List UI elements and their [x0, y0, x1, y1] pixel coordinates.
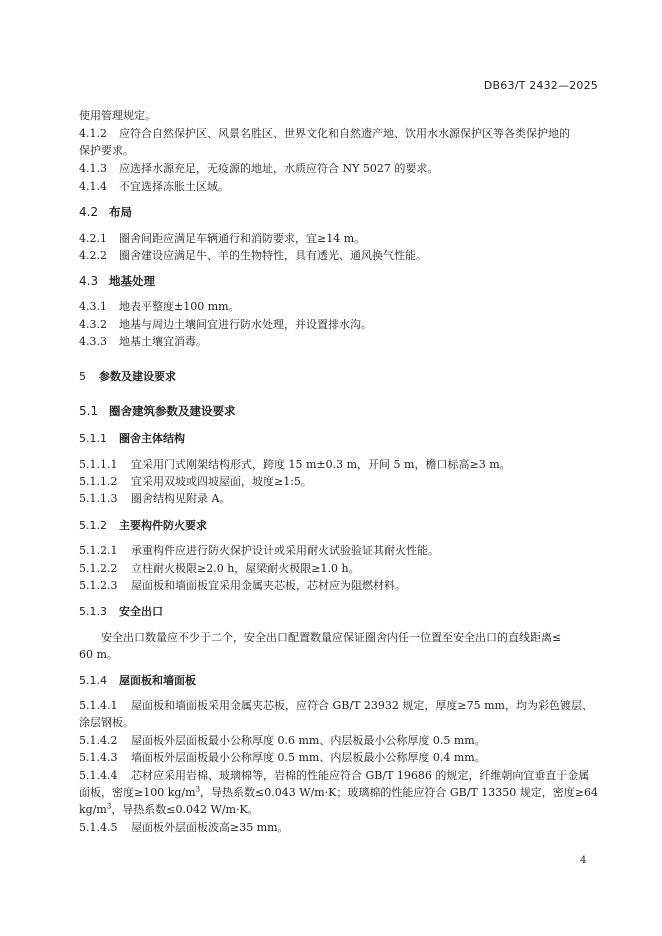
- clause-number: 5.1.4.2: [79, 734, 118, 747]
- superscript: 3: [106, 802, 112, 811]
- clause-4-1-4: [79, 179, 229, 194]
- clause-text: 屋面板和墙面板宜采用金属夹芯板，芯材应为阻燃材料。: [131, 579, 406, 592]
- clause-4-3-3: [79, 334, 207, 349]
- clause-4-2-2: [79, 248, 427, 263]
- paragraph-line: 60 m。: [79, 648, 118, 661]
- clause-number: 4.2.2: [79, 249, 107, 262]
- document-code-header: DB63/T 2432—2025: [483, 79, 598, 92]
- clause-number: 5.1.4.4: [79, 769, 118, 782]
- section-heading-4-3: [79, 274, 155, 289]
- clause-text: 立柱耐火极限≥2.0 h，屋梁耐火极限≥1.0 h。: [131, 562, 360, 575]
- clause-text: 屋面板和墙面板采用金属夹芯板，应符合 GB/T 23932 规定，厚度≥75 mm，均为彩色镀层、: [131, 699, 593, 712]
- text-fragment: 面板，密度≥100 kg/m: [79, 786, 196, 799]
- subsection-number: 5.1.3: [79, 605, 107, 618]
- clause-number: 5.1.4.5: [79, 821, 118, 834]
- clause-5-1-4-1: [79, 698, 593, 713]
- subsection-number: 5.1.4: [79, 674, 107, 687]
- clause-number: 4.3.1: [79, 300, 107, 313]
- clause-4-2-1: [79, 231, 365, 246]
- clause-5-1-4-2: [79, 733, 486, 748]
- section-number: 5.1: [79, 404, 99, 418]
- clause-4-3-2: [79, 317, 372, 332]
- page-number: 4: [580, 855, 587, 866]
- section-title: 布局: [109, 205, 132, 219]
- clause-number: 4.3.3: [79, 335, 107, 348]
- clause-number: 5.1.4.1: [79, 699, 118, 712]
- section-title: 圈舍建筑参数及建设要求: [109, 404, 236, 418]
- text-fragment: ，导热系数≤0.042 W/m·K。: [111, 803, 259, 816]
- clause-5-1-2-3: [79, 578, 406, 593]
- section-title: 地基处理: [109, 274, 155, 288]
- clause-number: 5.1.1.2: [79, 475, 118, 488]
- clause-text: 宜采用双坡或四坡屋面，坡度≥1:5。: [131, 475, 312, 488]
- superscript: 3: [195, 785, 201, 794]
- chapter-number: 5: [79, 370, 86, 383]
- text-fragment: ，导热系数≤0.043 W/m·K；玻璃棉的性能应符合 GB/T 13350 规定，密度≥64: [200, 786, 599, 799]
- clause-5-1-1-3: [79, 491, 230, 506]
- clause-number: 4.1.3: [79, 162, 107, 175]
- clause-number: 5.1.2.3: [79, 579, 118, 592]
- clause-text: 墙面板外层面板最小公称厚度 0.5 mm、内层板最小公称厚度 0.4 mm。: [131, 751, 486, 764]
- subsection-number: 5.1.2: [79, 519, 107, 532]
- text-line: [79, 785, 598, 800]
- section-heading-4-2: [79, 205, 132, 220]
- clause-text: 圈舍建设应满足牛、羊的生物特性，具有透光、通风换气性能。: [119, 249, 427, 262]
- clause-text: 地基与周边土壤间宜进行防水处理，并设置排水沟。: [119, 318, 372, 331]
- section-number: 4.3: [79, 274, 99, 288]
- chapter-title: 参数及建设要求: [99, 370, 176, 383]
- subsection-heading-5-1-1: [79, 431, 185, 446]
- clause-5-1-2-1: [79, 543, 439, 558]
- clause-5-1-1-1: [79, 457, 511, 472]
- clause-text: 承重构件应进行防火保护设计或采用耐火试验验证其耐火性能。: [131, 544, 439, 557]
- clause-text: 应选择水源充足，无疫源的地址，水质应符合 NY 5027 的要求。: [119, 162, 439, 175]
- clause-number: 5.1.2.2: [79, 562, 118, 575]
- subsection-number: 5.1.1: [79, 432, 107, 445]
- text-line: 使用管理规定。: [79, 109, 156, 122]
- clause-number: 4.2.1: [79, 232, 107, 245]
- clause-5-1-4-3: [79, 750, 486, 765]
- clause-text: 圈舍结构见附录 A。: [131, 492, 231, 505]
- clause-4-1-3: [79, 161, 438, 176]
- text-line: 保护要求。: [79, 144, 134, 157]
- clause-number: 5.1.1.3: [79, 492, 118, 505]
- clause-text: 圈舍间距应满足车辆通行和消防要求，宜≥14 m。: [119, 232, 366, 245]
- text-fragment: kg/m: [79, 803, 107, 816]
- chapter-heading-5: [79, 369, 176, 384]
- clause-text: 地基土壤宜消毒。: [119, 335, 207, 348]
- subsection-heading-5-1-4: [79, 673, 196, 688]
- clause-number: 4.1.2: [79, 127, 107, 140]
- clause-text: 宜采用门式刚架结构形式，跨度 15 m±0.3 m，开间 5 m，檐口标高≥3 m。: [131, 458, 511, 471]
- clause-number: 4.1.4: [79, 180, 107, 193]
- clause-5-1-4-4: [79, 768, 589, 783]
- clause-number: 5.1.2.1: [79, 544, 118, 557]
- clause-text: 地表平整度±100 mm。: [119, 300, 240, 313]
- clause-4-3-1: [79, 299, 240, 314]
- clause-number: 5.1.4.3: [79, 751, 118, 764]
- text-line: [79, 802, 259, 817]
- clause-5-1-2-2: [79, 561, 360, 576]
- paragraph-line: 安全出口数量应不少于二个，安全出口配置数量应保证圈舍内任一位置至安全出口的直线距离≤: [101, 631, 562, 644]
- clause-5-1-1-2: [79, 474, 312, 489]
- text-line: 涂层钢板。: [79, 716, 134, 729]
- subsection-heading-5-1-2: [79, 518, 207, 533]
- subsection-title: 安全出口: [119, 605, 163, 618]
- clause-text: 屋面板外层面板波高≥35 mm。: [131, 821, 289, 834]
- section-heading-5-1: [79, 404, 236, 419]
- clause-5-1-4-5: [79, 820, 289, 835]
- subsection-title: 屋面板和墙面板: [119, 674, 196, 687]
- subsection-heading-5-1-3: [79, 604, 163, 619]
- clause-number: 5.1.1.1: [79, 458, 118, 471]
- clause-text: 芯材应采用岩棉、玻璃棉等，岩棉的性能应符合 GB/T 19686 的规定，纤维朝向宜垂直于金属: [131, 769, 590, 782]
- subsection-title: 主要构件防火要求: [119, 519, 207, 532]
- clause-number: 4.3.2: [79, 318, 107, 331]
- clause-text: 不宜选择冻胀土区域。: [119, 180, 229, 193]
- clause-4-1-2: [79, 126, 570, 141]
- clause-text: 应符合自然保护区、风景名胜区、世界文化和自然遗产地、饮用水水源保护区等各类保护地的: [119, 127, 570, 140]
- clause-text: 屋面板外层面板最小公称厚度 0.6 mm、内层板最小公称厚度 0.5 mm。: [131, 734, 486, 747]
- subsection-title: 圈舍主体结构: [119, 432, 185, 445]
- section-number: 4.2: [79, 205, 99, 219]
